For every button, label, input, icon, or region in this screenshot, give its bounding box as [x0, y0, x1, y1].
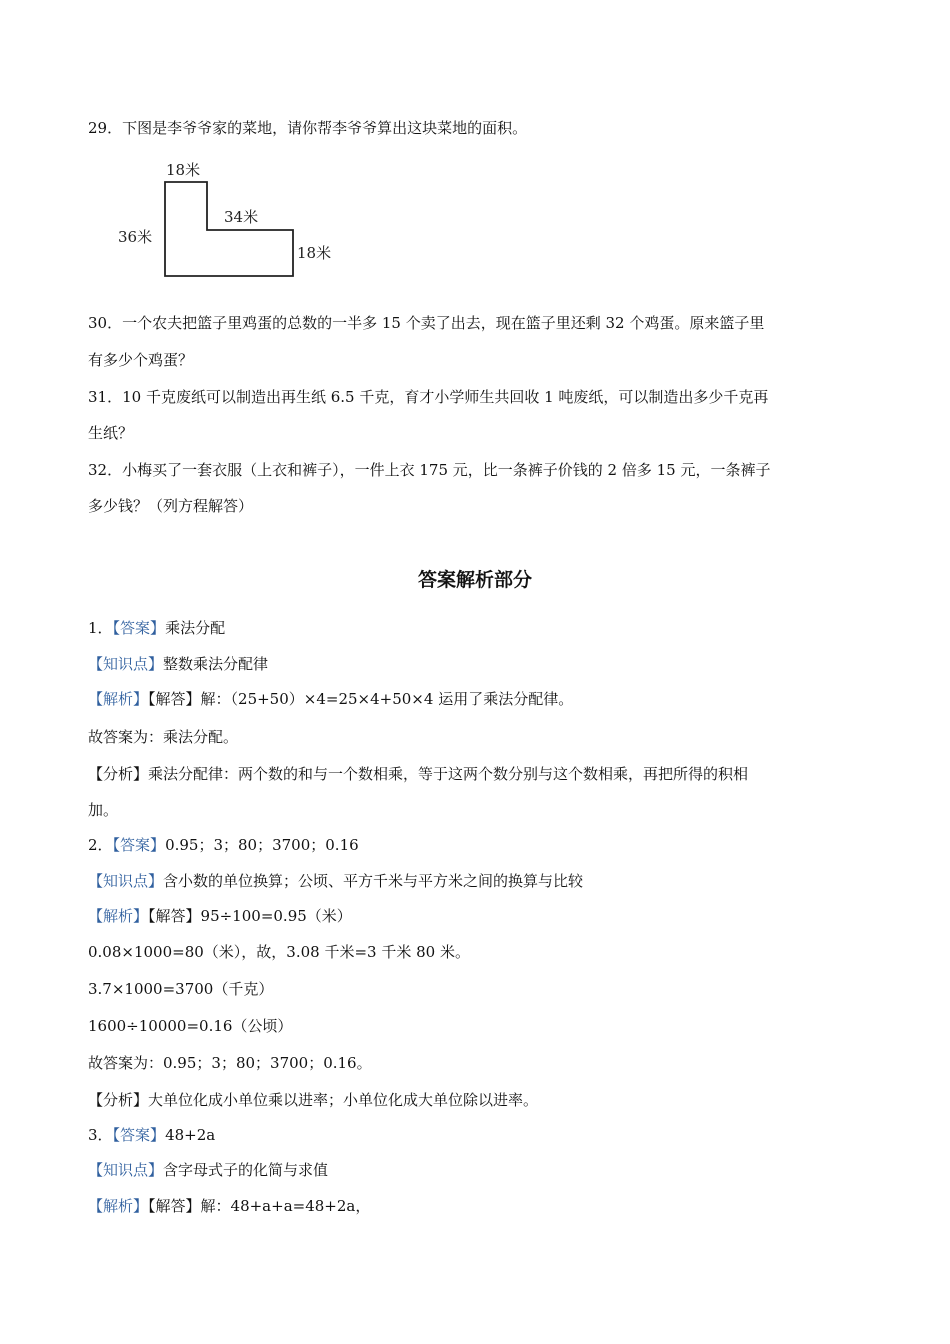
answer-2-solution: 95÷100=0.95（米） — [200, 907, 352, 925]
answer-3-value: 48+2a — [165, 1126, 216, 1144]
answer-1-row — [88, 617, 225, 639]
answer-2-knowledge: 含小数的单位换算；公顷、平方千米与平方米之间的换算与比较 — [163, 872, 584, 890]
answer-2-analysis-row — [88, 1089, 538, 1111]
solution-tag: 【解答】 — [148, 690, 201, 708]
analysis-head-tag: 【解析】 — [88, 1197, 149, 1215]
answer-3-number: 3． — [88, 1126, 113, 1144]
analysis-head-tag: 【解析】 — [88, 690, 149, 708]
label-right: 18米 — [297, 244, 332, 262]
answer-1-solution-row — [88, 688, 573, 710]
question-32-line2: 多少钱？（列方程解答） — [88, 497, 254, 515]
question-31-line1: 31．10 千克废纸可以制造出再生纸 6.5 千克，育才小学师生共回收 1 吨废纸，可以制造出多少千克再 — [88, 388, 769, 406]
answer-tag: 【答案】 — [112, 619, 166, 637]
answer-2-conclusion: 故答案为：0.95；3；80；3700；0.16。 — [88, 1054, 372, 1072]
answer-1-conclusion: 故答案为：乘法分配。 — [88, 728, 239, 746]
answer-tag: 【答案】 — [112, 1126, 166, 1144]
label-middle: 34米 — [224, 208, 259, 226]
answer-2-line3: 3.7×1000=3700（千克） — [88, 980, 274, 998]
answer-2-number: 2． — [88, 836, 113, 854]
answer-3-solution: 解：48+a+a=48+2a， — [200, 1197, 371, 1215]
analysis-tag: 【分析】 — [88, 1091, 149, 1109]
vegetable-field-figure — [110, 150, 360, 285]
answer-1-analysis-row — [88, 763, 748, 785]
question-29: 29．下图是李爷爷家的菜地，请你帮李爷爷算出这块菜地的面积。 — [88, 119, 528, 137]
field-shape-diagram — [110, 150, 360, 285]
answer-2-knowledge-row — [88, 870, 583, 892]
answer-1-number: 1． — [88, 619, 113, 637]
label-left: 36米 — [118, 228, 153, 246]
answer-2-value: 0.95；3；80；3700；0.16 — [165, 836, 359, 854]
solution-tag: 【解答】 — [148, 907, 201, 925]
answer-1-analysis: 乘法分配律：两个数的和与一个数相乘，等于这两个数分别与这个数相乘，再把所得的积相 — [148, 765, 749, 783]
answer-1-knowledge-row — [88, 653, 268, 675]
answer-1-solution: 解：（25+50）×4=25×4+50×4 运用了乘法分配律。 — [200, 690, 574, 708]
field-outline — [165, 182, 293, 276]
answer-3-row — [88, 1124, 215, 1146]
answer-2-line2: 0.08×1000=80（米），故，3.08 千米=3 千米 80 米。 — [88, 943, 470, 961]
label-top: 18米 — [166, 161, 201, 179]
question-32-line1: 32．小梅买了一套衣服（上衣和裤子），一件上衣 175 元，比一条裤子价钱的 2 倍多 15 元，一条裤子 — [88, 461, 771, 479]
answer-2-line4: 1600÷10000=0.16（公顷） — [88, 1017, 293, 1035]
knowledge-tag: 【知识点】 — [88, 1161, 164, 1179]
question-30-line1: 30．一个农夫把篮子里鸡蛋的总数的一半多 15 个卖了出去，现在篮子里还剩 32 个鸡蛋。原来篮子里 — [88, 314, 765, 332]
answers-section-title: 答案解析部分 — [417, 569, 532, 591]
answer-2-row — [88, 834, 359, 856]
answer-1-analysis-line2: 加。 — [88, 801, 119, 819]
answer-1-knowledge: 整数乘法分配律 — [163, 655, 269, 673]
answer-1-value: 乘法分配 — [165, 619, 226, 637]
answer-2-analysis: 大单位化成小单位乘以进率；小单位化成大单位除以进率。 — [148, 1091, 539, 1109]
answer-tag: 【答案】 — [112, 836, 166, 854]
answer-3-knowledge-row — [88, 1159, 328, 1181]
analysis-tag: 【分析】 — [88, 765, 149, 783]
answer-2-solution-row — [88, 905, 352, 927]
question-31-line2: 生纸？ — [88, 424, 134, 442]
question-30-line2: 有多少个鸡蛋？ — [88, 351, 194, 369]
solution-tag: 【解答】 — [148, 1197, 201, 1215]
knowledge-tag: 【知识点】 — [88, 872, 164, 890]
answer-3-solution-row — [88, 1195, 370, 1217]
knowledge-tag: 【知识点】 — [88, 655, 164, 673]
analysis-head-tag: 【解析】 — [88, 907, 149, 925]
answer-3-knowledge: 含字母式子的化简与求值 — [163, 1161, 329, 1179]
